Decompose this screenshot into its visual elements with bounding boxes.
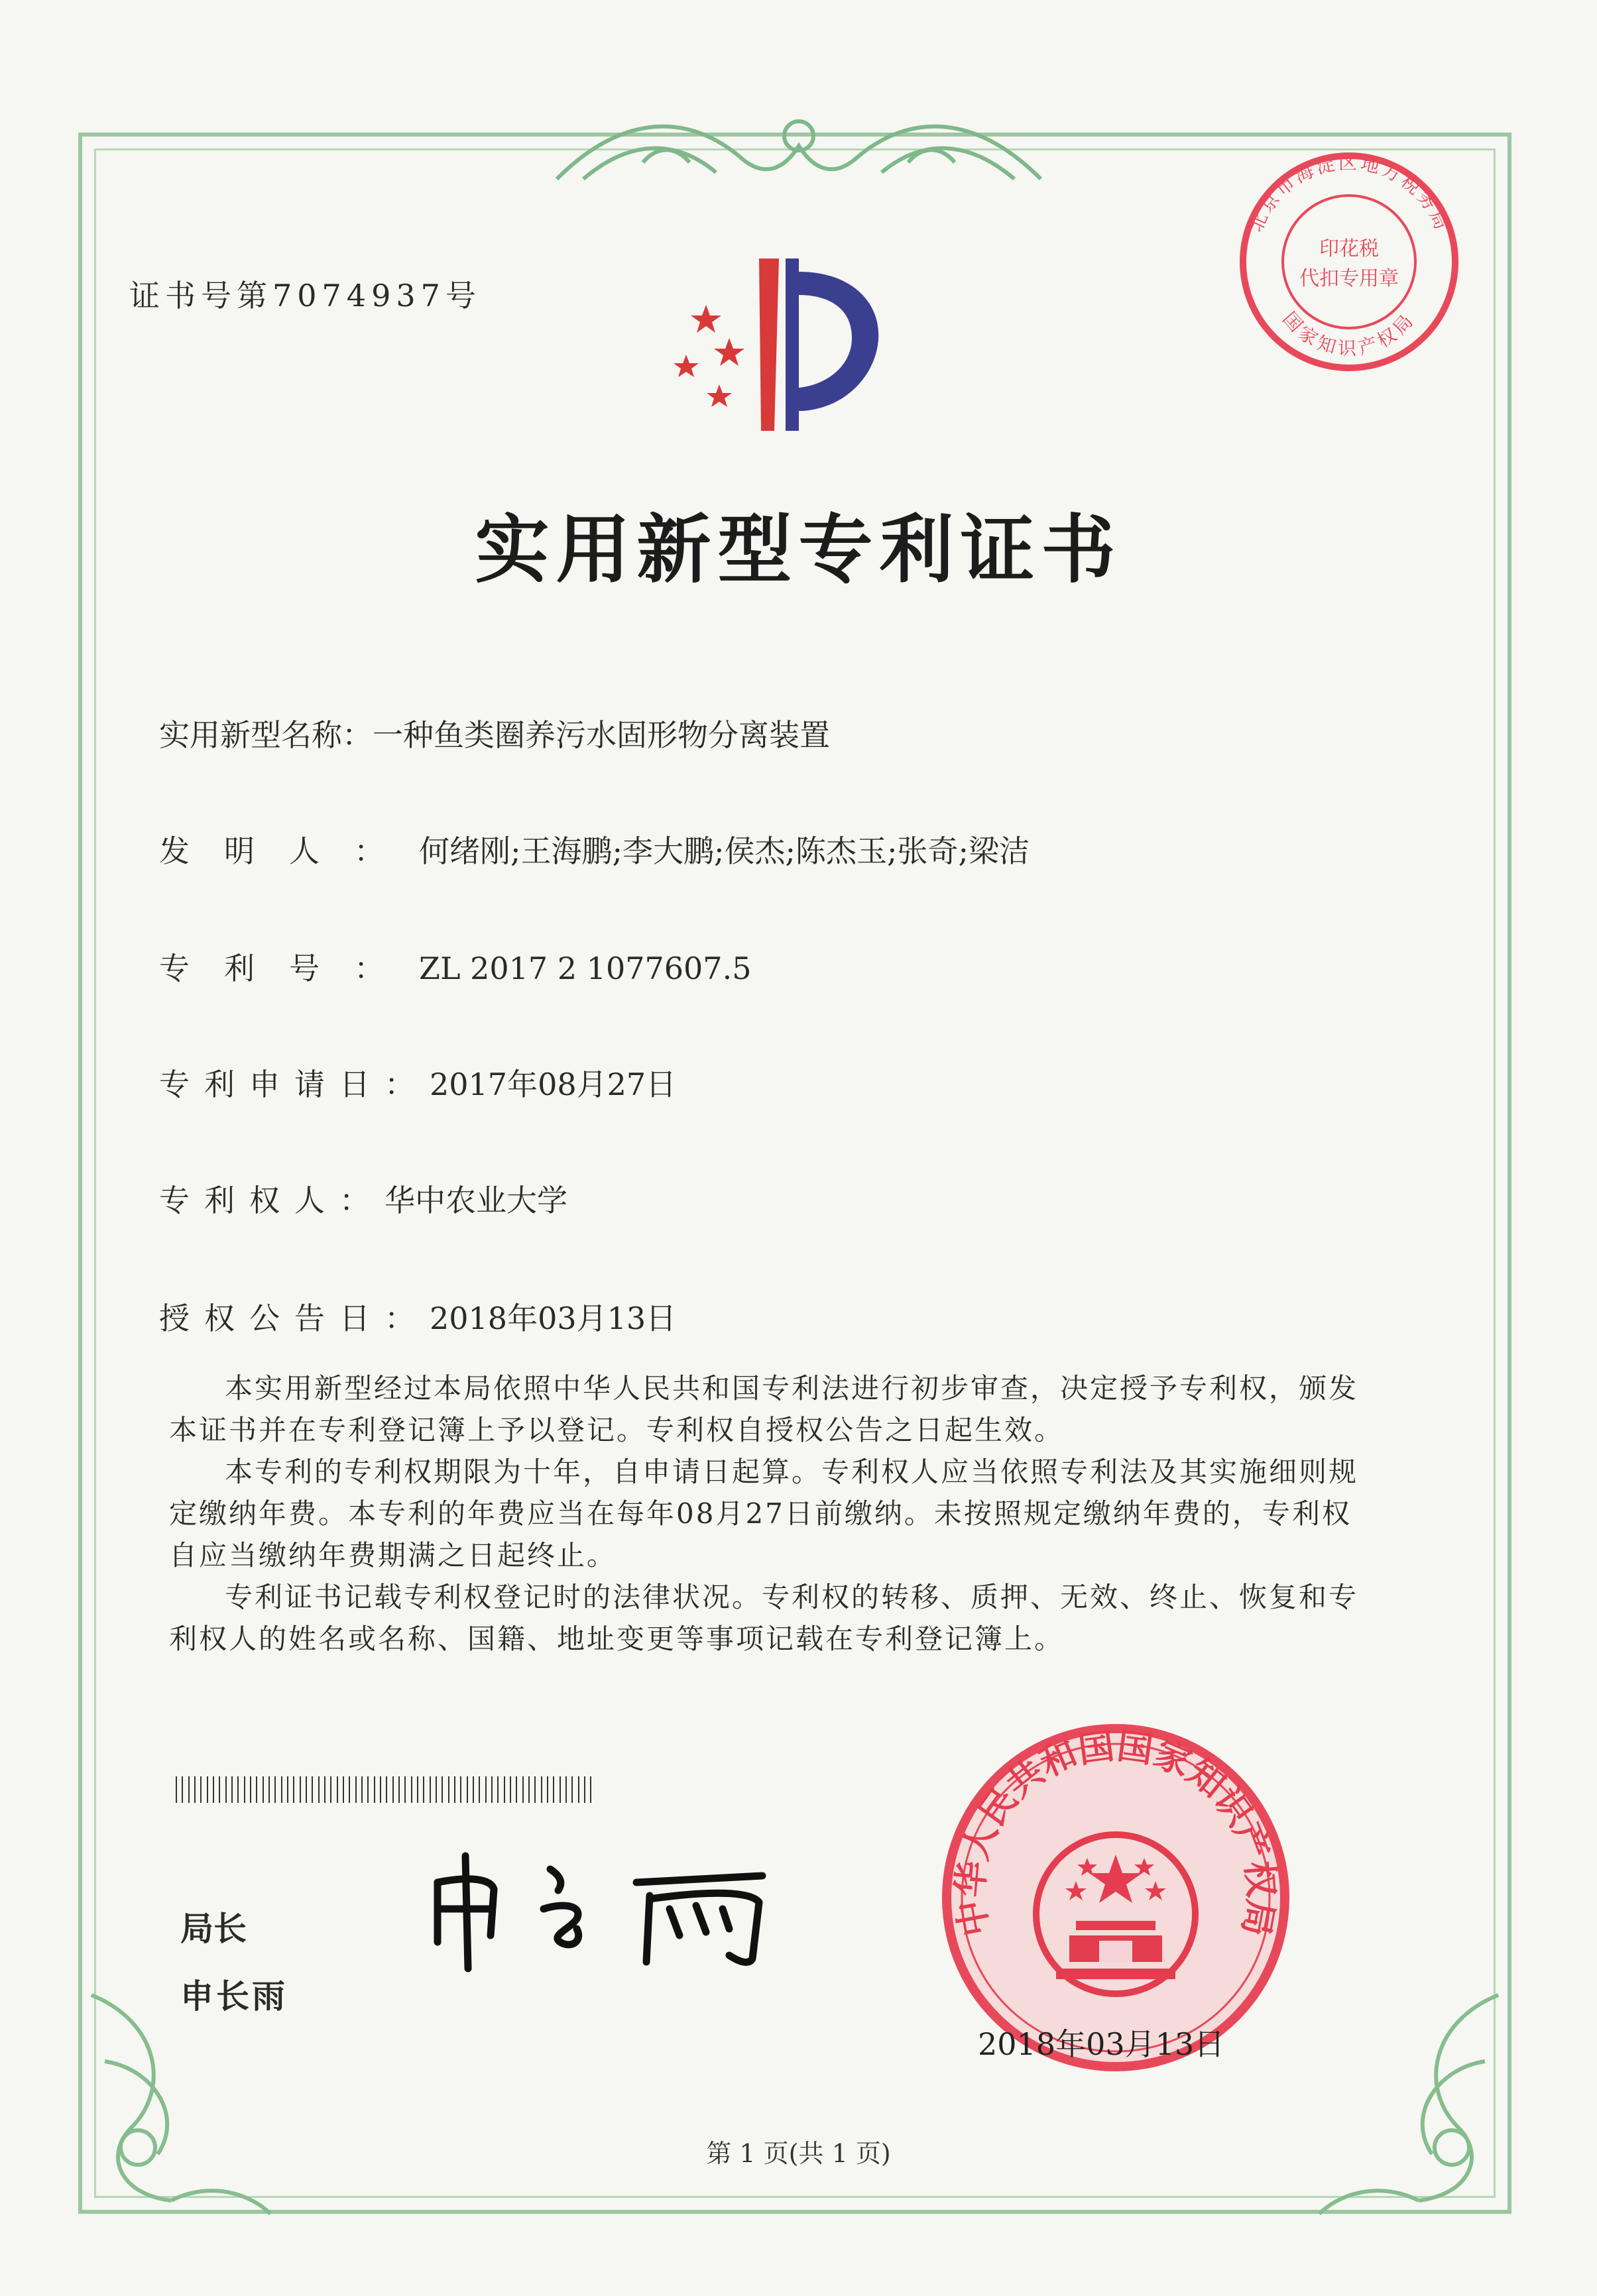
field-label: 专利号： (159, 950, 419, 986)
barcode-bar (188, 1776, 190, 1803)
barcode-bar (176, 1776, 177, 1803)
barcode-bar (318, 1776, 320, 1803)
top-ornament (544, 99, 1054, 199)
director-title: 局长 (180, 1910, 247, 1948)
barcode-bar (417, 1776, 418, 1803)
body-paragraph: 本专利的专利权期限为十年，自申请日起算。专利权人应当依照专利法及其实施细则规定缴纳年费。本专利的年费应当在每年08月27日前缴纳。未按照规定缴纳年费的，专利权自应当缴纳年费期满之日起终止。 (169, 1456, 1359, 1572)
field-label: 专利权人： (159, 1182, 384, 1218)
field-value: 2017年08月27日 (430, 1066, 677, 1102)
barcode (176, 1776, 593, 1803)
barcode-bar (182, 1776, 183, 1803)
barcode-bar (553, 1776, 554, 1803)
barcode-bar (207, 1776, 208, 1803)
barcode-bar (237, 1776, 239, 1803)
barcode-bar (287, 1776, 288, 1803)
barcode-bar (281, 1776, 282, 1803)
field-application-date (159, 1061, 676, 1104)
field-inventors (159, 827, 1030, 871)
barcode-bar (578, 1776, 579, 1803)
barcode-bar (528, 1776, 530, 1803)
field-label: 实用新型名称： (159, 717, 373, 753)
patent-office-logo (656, 245, 921, 437)
barcode-bar (231, 1776, 233, 1803)
bottom-right-ornament (1313, 1982, 1511, 2220)
svg-text:代扣专用章: 代扣专用章 (1299, 267, 1399, 290)
barcode-bar (337, 1776, 338, 1803)
barcode-bar (516, 1776, 517, 1803)
certificate-title: 实用新型专利证书 (475, 507, 1122, 593)
svg-text:印花税: 印花税 (1319, 237, 1379, 260)
handwritten-signature (418, 1843, 815, 1975)
barcode-bar (473, 1776, 474, 1803)
barcode-bar (256, 1776, 257, 1803)
barcode-bar (411, 1776, 412, 1803)
field-value: 华中农业大学 (384, 1182, 567, 1218)
barcode-bar (250, 1776, 251, 1803)
field-patent-number (159, 945, 751, 988)
field-label: 发明人： (159, 833, 419, 869)
barcode-bar (398, 1776, 400, 1803)
field-patentee (159, 1177, 567, 1220)
barcode-bar (268, 1776, 270, 1803)
barcode-bar (244, 1776, 245, 1803)
issue-date: 2018年03月13日 (978, 2026, 1225, 2062)
barcode-bar (448, 1776, 449, 1803)
tax-stamp (1230, 143, 1468, 381)
barcode-bar (343, 1776, 344, 1803)
barcode-bar (349, 1776, 350, 1803)
field-label: 授权公告日： (159, 1300, 430, 1336)
barcode-bar (485, 1776, 487, 1803)
barcode-bar (504, 1776, 505, 1803)
certificate-body (169, 1367, 1362, 1660)
barcode-bar (225, 1776, 227, 1803)
barcode-bar (571, 1776, 573, 1803)
field-label: 专利申请日： (159, 1066, 430, 1102)
barcode-bar (491, 1776, 493, 1803)
barcode-bar (534, 1776, 536, 1803)
svg-text:北京市海淀区地方税务局: 北京市海淀区地方税务局 (1244, 152, 1454, 235)
barcode-bar (584, 1776, 585, 1803)
body-paragraph: 专利证书记载专利权登记时的法律状况。专利权的转移、质押、无效、终止、恢复和专利权人的姓名或名称、国籍、地址变更等事项记载在专利登记簿上。 (169, 1581, 1359, 1655)
barcode-bar (522, 1776, 524, 1803)
barcode-bar (200, 1776, 202, 1803)
barcode-bar (547, 1776, 548, 1803)
page-number: 第 1 页(共 1 页) (706, 2139, 891, 2168)
barcode-bar (510, 1776, 511, 1803)
barcode-bar (324, 1776, 325, 1803)
barcode-bar (355, 1776, 357, 1803)
barcode-bar (367, 1776, 369, 1803)
barcode-bar (374, 1776, 375, 1803)
barcode-bar (590, 1776, 591, 1803)
barcode-bar (293, 1776, 294, 1803)
field-grant-date (159, 1294, 676, 1338)
barcode-bar (497, 1776, 499, 1803)
certificate-number: 证书号第7074937号 (129, 278, 481, 314)
barcode-bar (263, 1776, 264, 1803)
barcode-bar (565, 1776, 567, 1803)
barcode-bar (442, 1776, 443, 1803)
director-name: 申长雨 (180, 1977, 288, 2016)
barcode-bar (386, 1776, 387, 1803)
barcode-bar (479, 1776, 480, 1803)
barcode-bar (392, 1776, 394, 1803)
barcode-bar (300, 1776, 301, 1803)
field-value: 一种鱼类圈养污水固形物分离装置 (373, 717, 830, 753)
barcode-bar (454, 1776, 455, 1803)
barcode-bar (219, 1776, 220, 1803)
svg-text:国家知识产权局: 国家知识产权局 (1278, 308, 1420, 359)
barcode-bar (380, 1776, 381, 1803)
barcode-bar (213, 1776, 214, 1803)
field-value: ZL 2017 2 1077607.5 (419, 950, 752, 986)
bottom-left-ornament (78, 1982, 277, 2220)
barcode-bar (541, 1776, 542, 1803)
field-utility-model-name (159, 711, 830, 755)
barcode-bar (330, 1776, 331, 1803)
field-value: 2018年03月13日 (430, 1300, 677, 1336)
barcode-bar (312, 1776, 313, 1803)
barcode-bar (436, 1776, 437, 1803)
field-value: 何绪刚;王海鹏;李大鹏;侯杰;陈杰玉;张奇;梁洁 (419, 833, 1030, 869)
barcode-bar (423, 1776, 424, 1803)
barcode-bar (430, 1776, 431, 1803)
barcode-bar (194, 1776, 196, 1803)
svg-text:中华人民共和国国家知识产权局: 中华人民共和国国家知识产权局 (949, 1725, 1283, 1940)
barcode-bar (460, 1776, 461, 1803)
barcode-bar (361, 1776, 363, 1803)
body-paragraph: 本实用新型经过本局依照中华人民共和国专利法进行初步审查，决定授予专利权，颁发本证书并在专利登记簿上予以登记。专利权自授权公告之日起生效。 (169, 1372, 1359, 1446)
barcode-bar (404, 1776, 406, 1803)
barcode-bar (306, 1776, 307, 1803)
barcode-bar (560, 1776, 561, 1803)
barcode-bar (467, 1776, 468, 1803)
barcode-bar (274, 1776, 276, 1803)
